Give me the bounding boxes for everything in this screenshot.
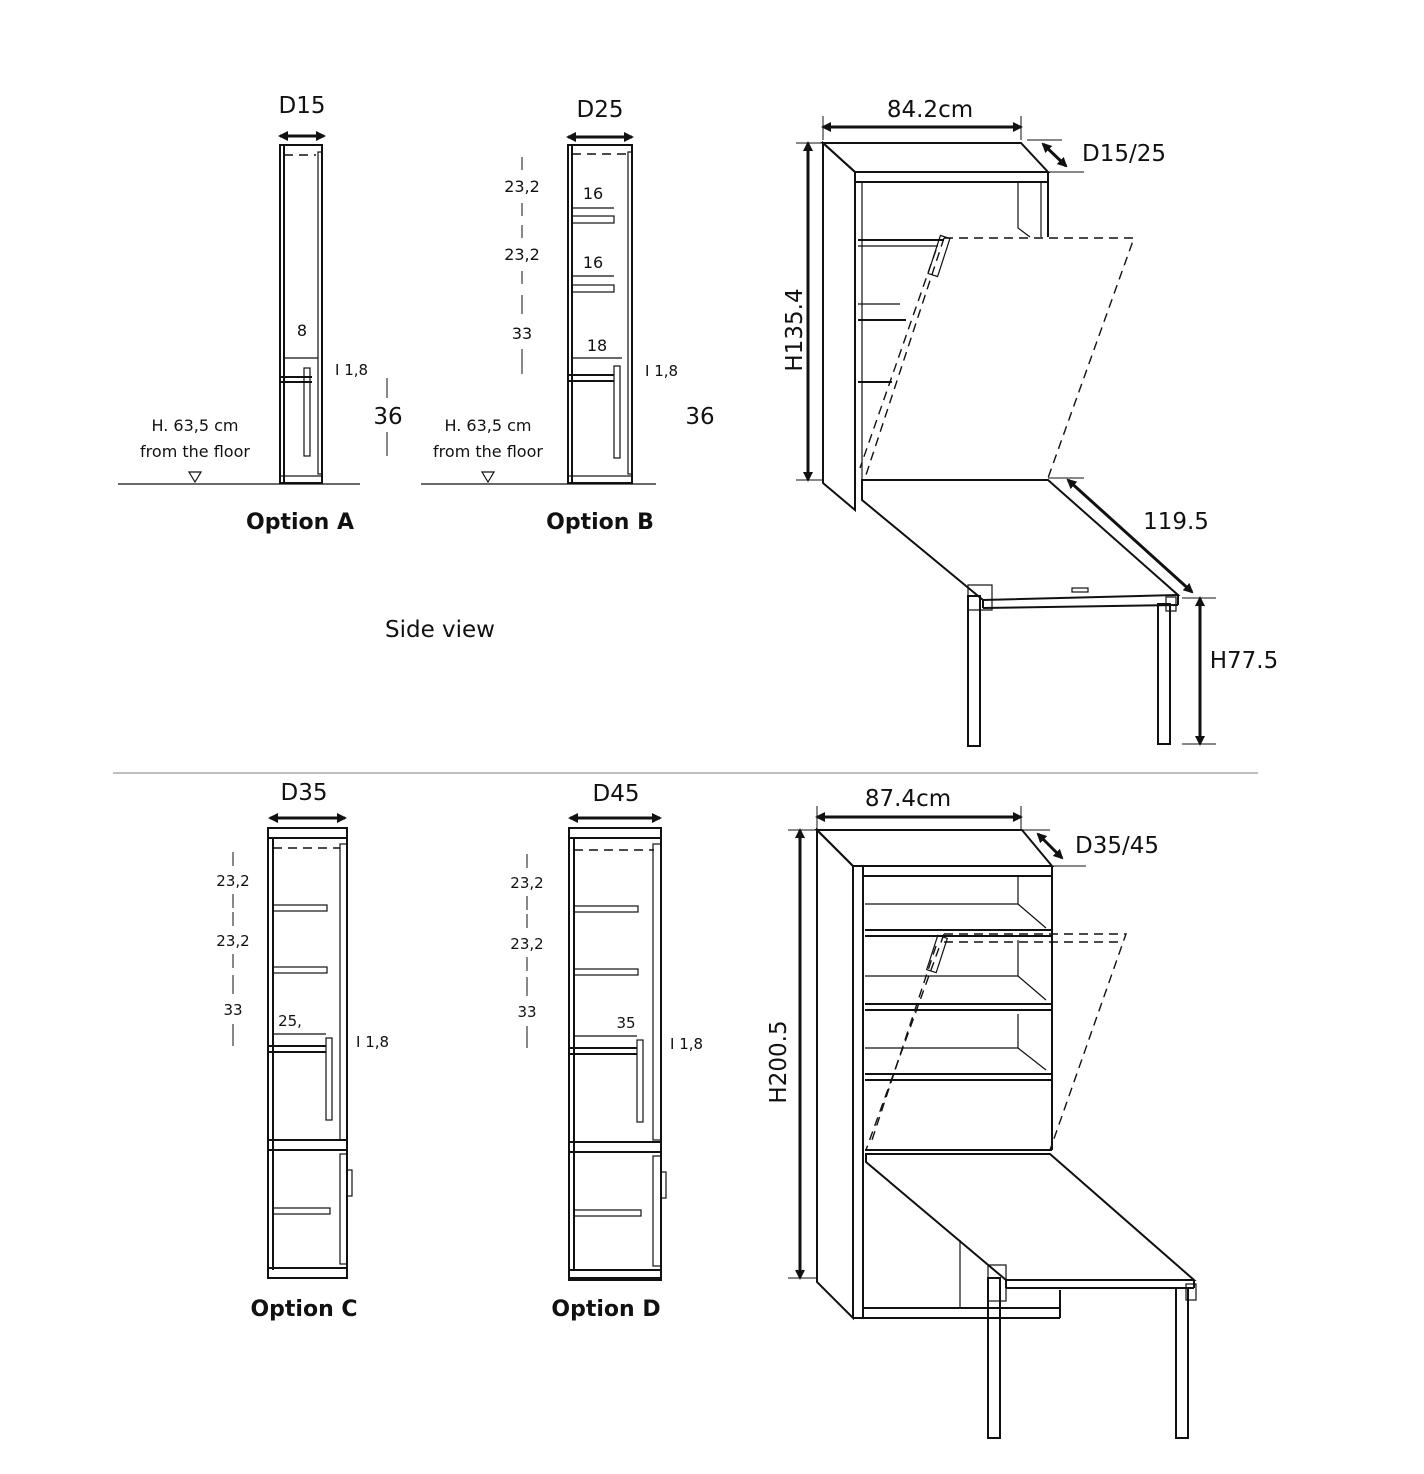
large-cabinet-leg-left — [988, 1278, 1000, 1438]
large-cabinet-depth-label: D35/45 — [1075, 833, 1159, 859]
option-b-spacing-1: 23,2 — [504, 177, 540, 196]
side-view-label: Side view — [384, 617, 496, 643]
small-cabinet-top — [823, 143, 1048, 172]
option-d-spacing-2: 23,2 — [510, 935, 544, 953]
option-a-title: Option A — [246, 510, 354, 535]
option-d-flap — [637, 1040, 643, 1122]
option-d-title: Option D — [551, 1297, 661, 1322]
small-cabinet-folded-table — [944, 238, 1134, 478]
small-cabinet-table-length-arrow — [1068, 480, 1192, 592]
option-c-shelf-label: 25, — [278, 1012, 302, 1030]
option-a-cabinet-side — [280, 145, 322, 483]
option-b-floor-note-2: from the floor — [433, 442, 543, 461]
option-c-shelf-1 — [273, 905, 327, 911]
option-c-drawing — [216, 780, 389, 1322]
large-cabinet-drawing — [766, 786, 1196, 1438]
small-cabinet-table-length-label: 119.5 — [1143, 509, 1209, 535]
option-c-shelf-2 — [273, 967, 327, 973]
option-b-spacing-2: 23,2 — [504, 245, 540, 264]
small-cabinet-depth-arrow — [1043, 144, 1066, 166]
option-d-depth-label: D45 — [592, 781, 640, 807]
small-cabinet-drawing — [782, 97, 1278, 746]
option-b-thickness-label: I 1,8 — [645, 362, 679, 380]
option-a-depth-label: D15 — [278, 93, 326, 119]
small-cabinet-table-height-label: H77.5 — [1209, 648, 1279, 674]
small-cabinet-width-label: 84.2cm — [886, 97, 974, 123]
option-c-shelf-3 — [273, 1208, 330, 1214]
option-d-shelf-1 — [574, 906, 638, 912]
option-a-thickness-label: I 1,8 — [335, 361, 369, 379]
option-b-shelf-2-label: 16 — [582, 253, 604, 272]
small-cabinet-side — [823, 143, 855, 510]
option-a-floor-note-1: H. 63,5 cm — [151, 416, 239, 435]
option-d-drawing — [510, 781, 703, 1322]
option-c-spacing-3: 33 — [223, 1001, 243, 1019]
small-cabinet-leg-right — [1158, 604, 1170, 744]
large-cabinet-width-label: 87.4cm — [864, 786, 952, 812]
large-cabinet-side — [817, 830, 853, 1318]
option-d-back-panel — [653, 844, 661, 1140]
small-cabinet-depth-label: D15/25 — [1082, 141, 1166, 167]
option-d-spacing-1: 23,2 — [510, 874, 544, 892]
option-b-depth-label: D25 — [576, 97, 624, 123]
option-b-shelf-3-label: 18 — [586, 336, 608, 355]
option-a-floor-note-2: from the floor — [140, 442, 250, 461]
small-cabinet-height-label: H135.4 — [782, 288, 808, 372]
small-cabinet-leg-left — [968, 596, 980, 746]
large-cabinet-folded-table — [944, 934, 1126, 1150]
large-cabinet-table-top — [866, 1154, 1194, 1280]
large-cabinet-top — [817, 830, 1052, 866]
option-d-shelf-3 — [574, 1210, 641, 1216]
option-b-flap — [614, 366, 620, 458]
option-b-level-marker-icon — [482, 472, 494, 482]
option-b-shelf-2 — [572, 285, 614, 292]
option-c-flap — [326, 1038, 332, 1120]
option-c-thickness-label: I 1,8 — [356, 1033, 390, 1051]
option-b-shelf-1-label: 16 — [582, 184, 604, 203]
option-d-spacing-3: 33 — [517, 1003, 537, 1021]
option-a-level-marker-icon — [189, 472, 201, 482]
option-b-floor-note-1: H. 63,5 cm — [444, 416, 532, 435]
option-c-spacing-1: 23,2 — [216, 872, 250, 890]
option-b-shelf-1 — [572, 216, 614, 223]
option-d-thickness-label: I 1,8 — [670, 1035, 704, 1053]
option-a-height-36-label: 36 — [373, 404, 403, 430]
option-b-spacing-3: 33 — [511, 324, 533, 343]
option-c-back-panel — [340, 844, 347, 1140]
option-d-shelf-label: 35 — [616, 1014, 636, 1032]
option-d-shelf-2 — [574, 969, 638, 975]
option-b-back-panel — [628, 152, 632, 474]
option-a-drawing — [118, 93, 403, 535]
option-b-height-36-label: 36 — [685, 404, 715, 430]
large-cabinet-height-label: H200.5 — [766, 1020, 792, 1104]
option-b-title: Option B — [546, 510, 654, 535]
option-c-title: Option C — [250, 1297, 358, 1322]
small-cabinet-table-top — [862, 480, 1178, 600]
option-c-spacing-2: 23,2 — [216, 932, 250, 950]
option-c-depth-label: D35 — [280, 780, 328, 806]
option-a-shelf-depth-label: 8 — [296, 321, 308, 340]
large-cabinet-leg-right — [1176, 1288, 1188, 1438]
option-b-drawing — [421, 97, 715, 535]
